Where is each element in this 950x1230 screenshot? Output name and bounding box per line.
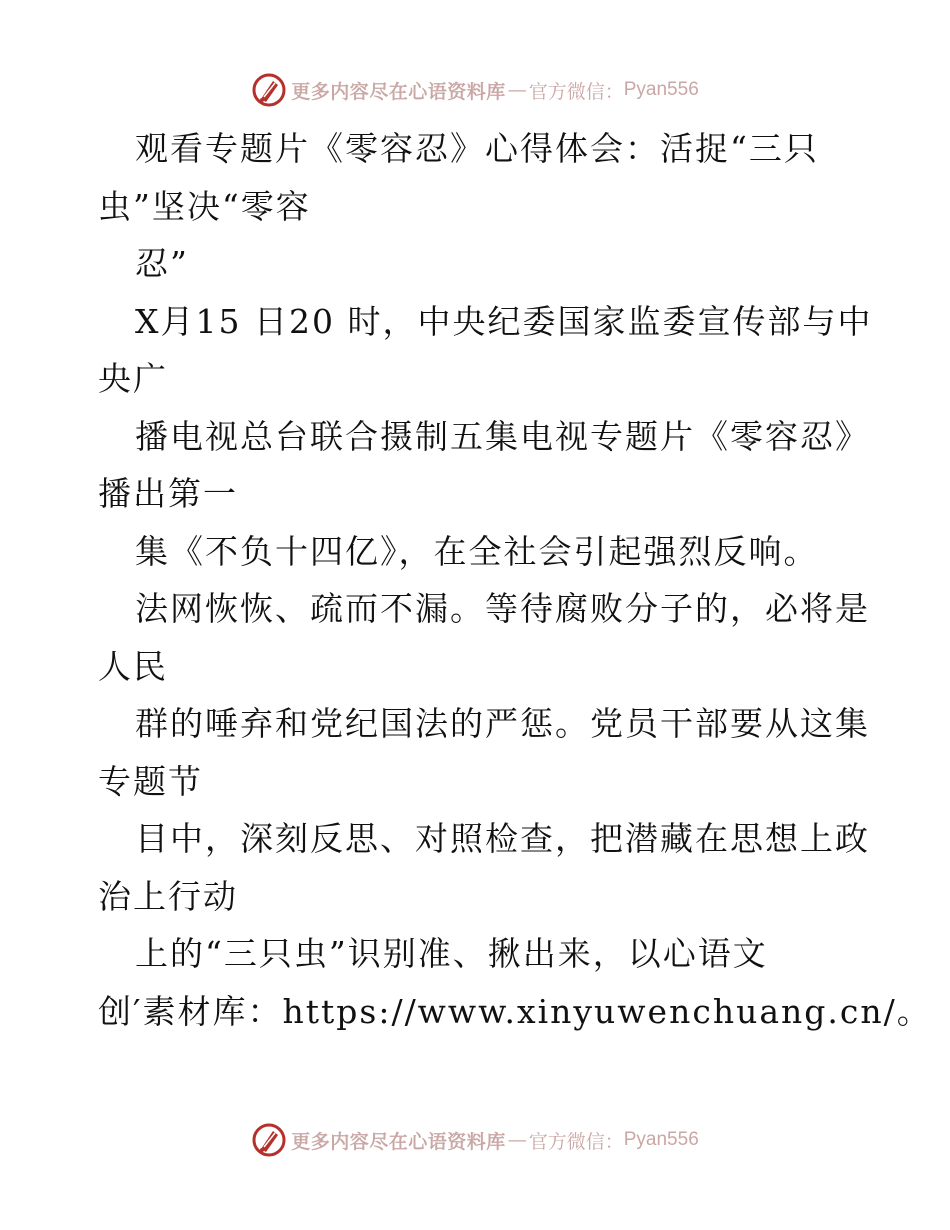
banner-wechat-id: Pyan556 [623, 79, 699, 100]
document-line: 法网恢恢、疏而不漏。等待腐败分子的，必将是 [135, 589, 870, 628]
banner-text: 更多内容尽在心语资料库 [291, 80, 506, 103]
document-line: 忍” [135, 244, 189, 283]
pen-nib-logo-icon [251, 72, 287, 108]
document-line: 集《不负十四亿》，在全社会引起强烈反响。 [135, 531, 819, 571]
banner-wechat-label: 官方微信： [528, 1130, 624, 1153]
document-line: 观看专题片《零容忍》心得体会：活捉“三只 [135, 129, 819, 168]
header-watermark-banner [0, 70, 950, 110]
document-line: 治上行动 [98, 876, 238, 916]
document-line: 创′素材库：https://www.xinyuwenchuang.cn/。 [98, 991, 932, 1031]
banner-text: 更多内容尽在心语资料库 [291, 1130, 506, 1153]
banner-wechat-id: Pyan556 [623, 1129, 699, 1150]
banner-dash: — [507, 79, 527, 101]
document-body [98, 120, 932, 1040]
document-line: 央广 [98, 359, 168, 398]
document-line: 人民 [98, 646, 168, 686]
banner-wechat-label: 官方微信： [528, 80, 624, 103]
document-line: 播电视总台联合摄制五集电视专题片《零容忍》 [135, 416, 870, 456]
document-line: 专题节 [98, 761, 203, 801]
document-line: 群的唾弃和党纪国法的严惩。党员干部要从这集 [135, 704, 870, 743]
document-line: X月15 日20 时，中央纪委国家监委宣传部与中 [135, 301, 873, 341]
pen-nib-logo-icon [251, 1122, 287, 1158]
footer-watermark-banner [0, 1120, 950, 1160]
document-line: 播出第一 [98, 474, 238, 513]
document-line: 目中，深刻反思、对照检查，把潜藏在思想上政 [135, 819, 870, 858]
document-line: 虫”坚决“零容 [98, 186, 311, 226]
document-line: 上的“三只虫”识别准、揪出来，以心语文 [135, 934, 768, 973]
banner-dash: — [507, 1129, 527, 1151]
